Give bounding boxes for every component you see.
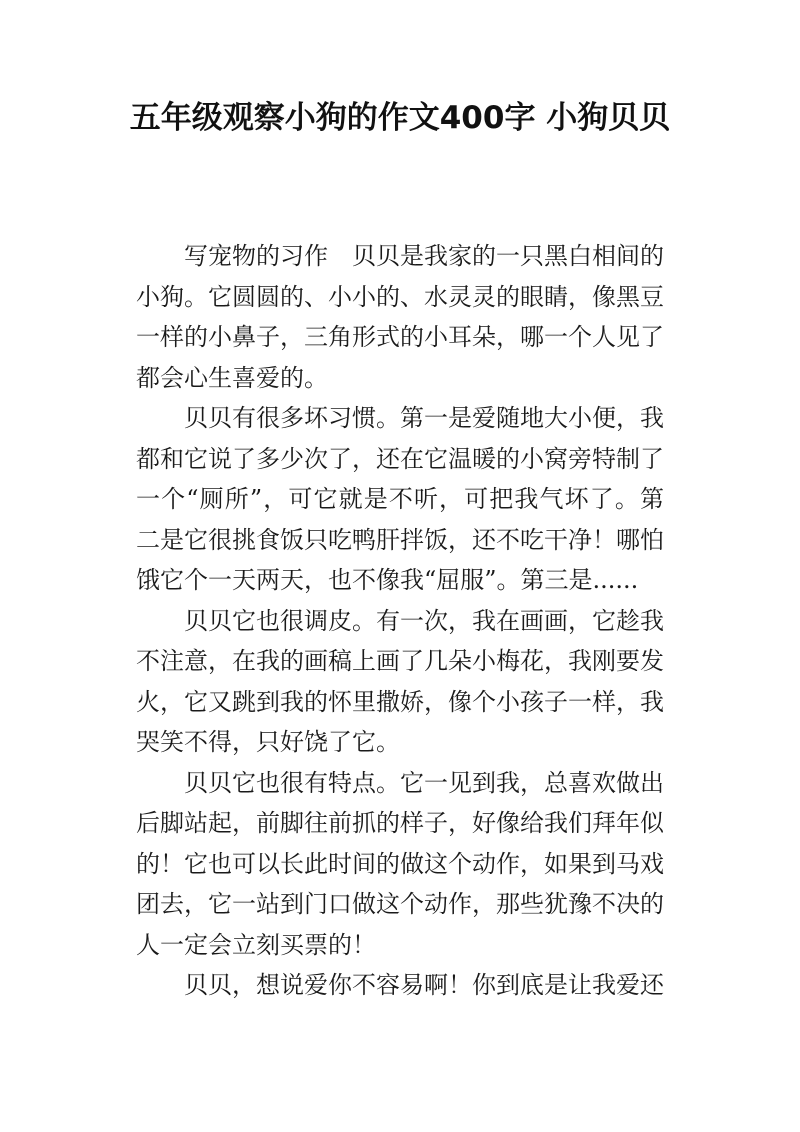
paragraph-naughty: 贝贝它也很调皮。有一次，我在画画，它趁我不注意，在我的画稿上画了几朵小梅花，我刚要发火，它又跳到我的怀里撒娇，像个小孩子一样，我哭笑不得，只好饶了它。 [136,606,664,756]
paragraph-intro: 写宠物的习作 贝贝是我家的一只黑白相间的小狗。它圆圆的、小小的、水灵灵的眼睛，像黑豆一样的小鼻子，三角形式的小耳朵，哪一个人见了都会心生喜爱的。 [136,242,664,392]
paragraph-bad-habits: 贝贝有很多坏习惯。第一是爱随地大小便，我都和它说了多少次了，还在它温暖的小窝旁特制了一个“厕所”，可它就是不听，可把我气坏了。第二是它很挑食饭只吃鸭肝拌饭，还不吃干净！哪怕饿它个一天两天，也不像我“屈服”。第三是...... [136,404,664,594]
paragraph-features: 贝贝它也很有特点。它一见到我，总喜欢做出后脚站起，前脚往前抓的样子，好像给我们拜年似的！它也可以长此时间的做这个动作，如果到马戏团去，它一站到门口做这个动作，那些犹豫不决的人一定会立刻买票的！ [136,768,664,959]
document-title: 五年级观察小狗的作文400字 小狗贝贝 [129,100,671,136]
paragraph-closing: 贝贝，想说爱你不容易啊！你到底是让我爱还 [184,971,664,999]
document-body [136,236,664,1006]
